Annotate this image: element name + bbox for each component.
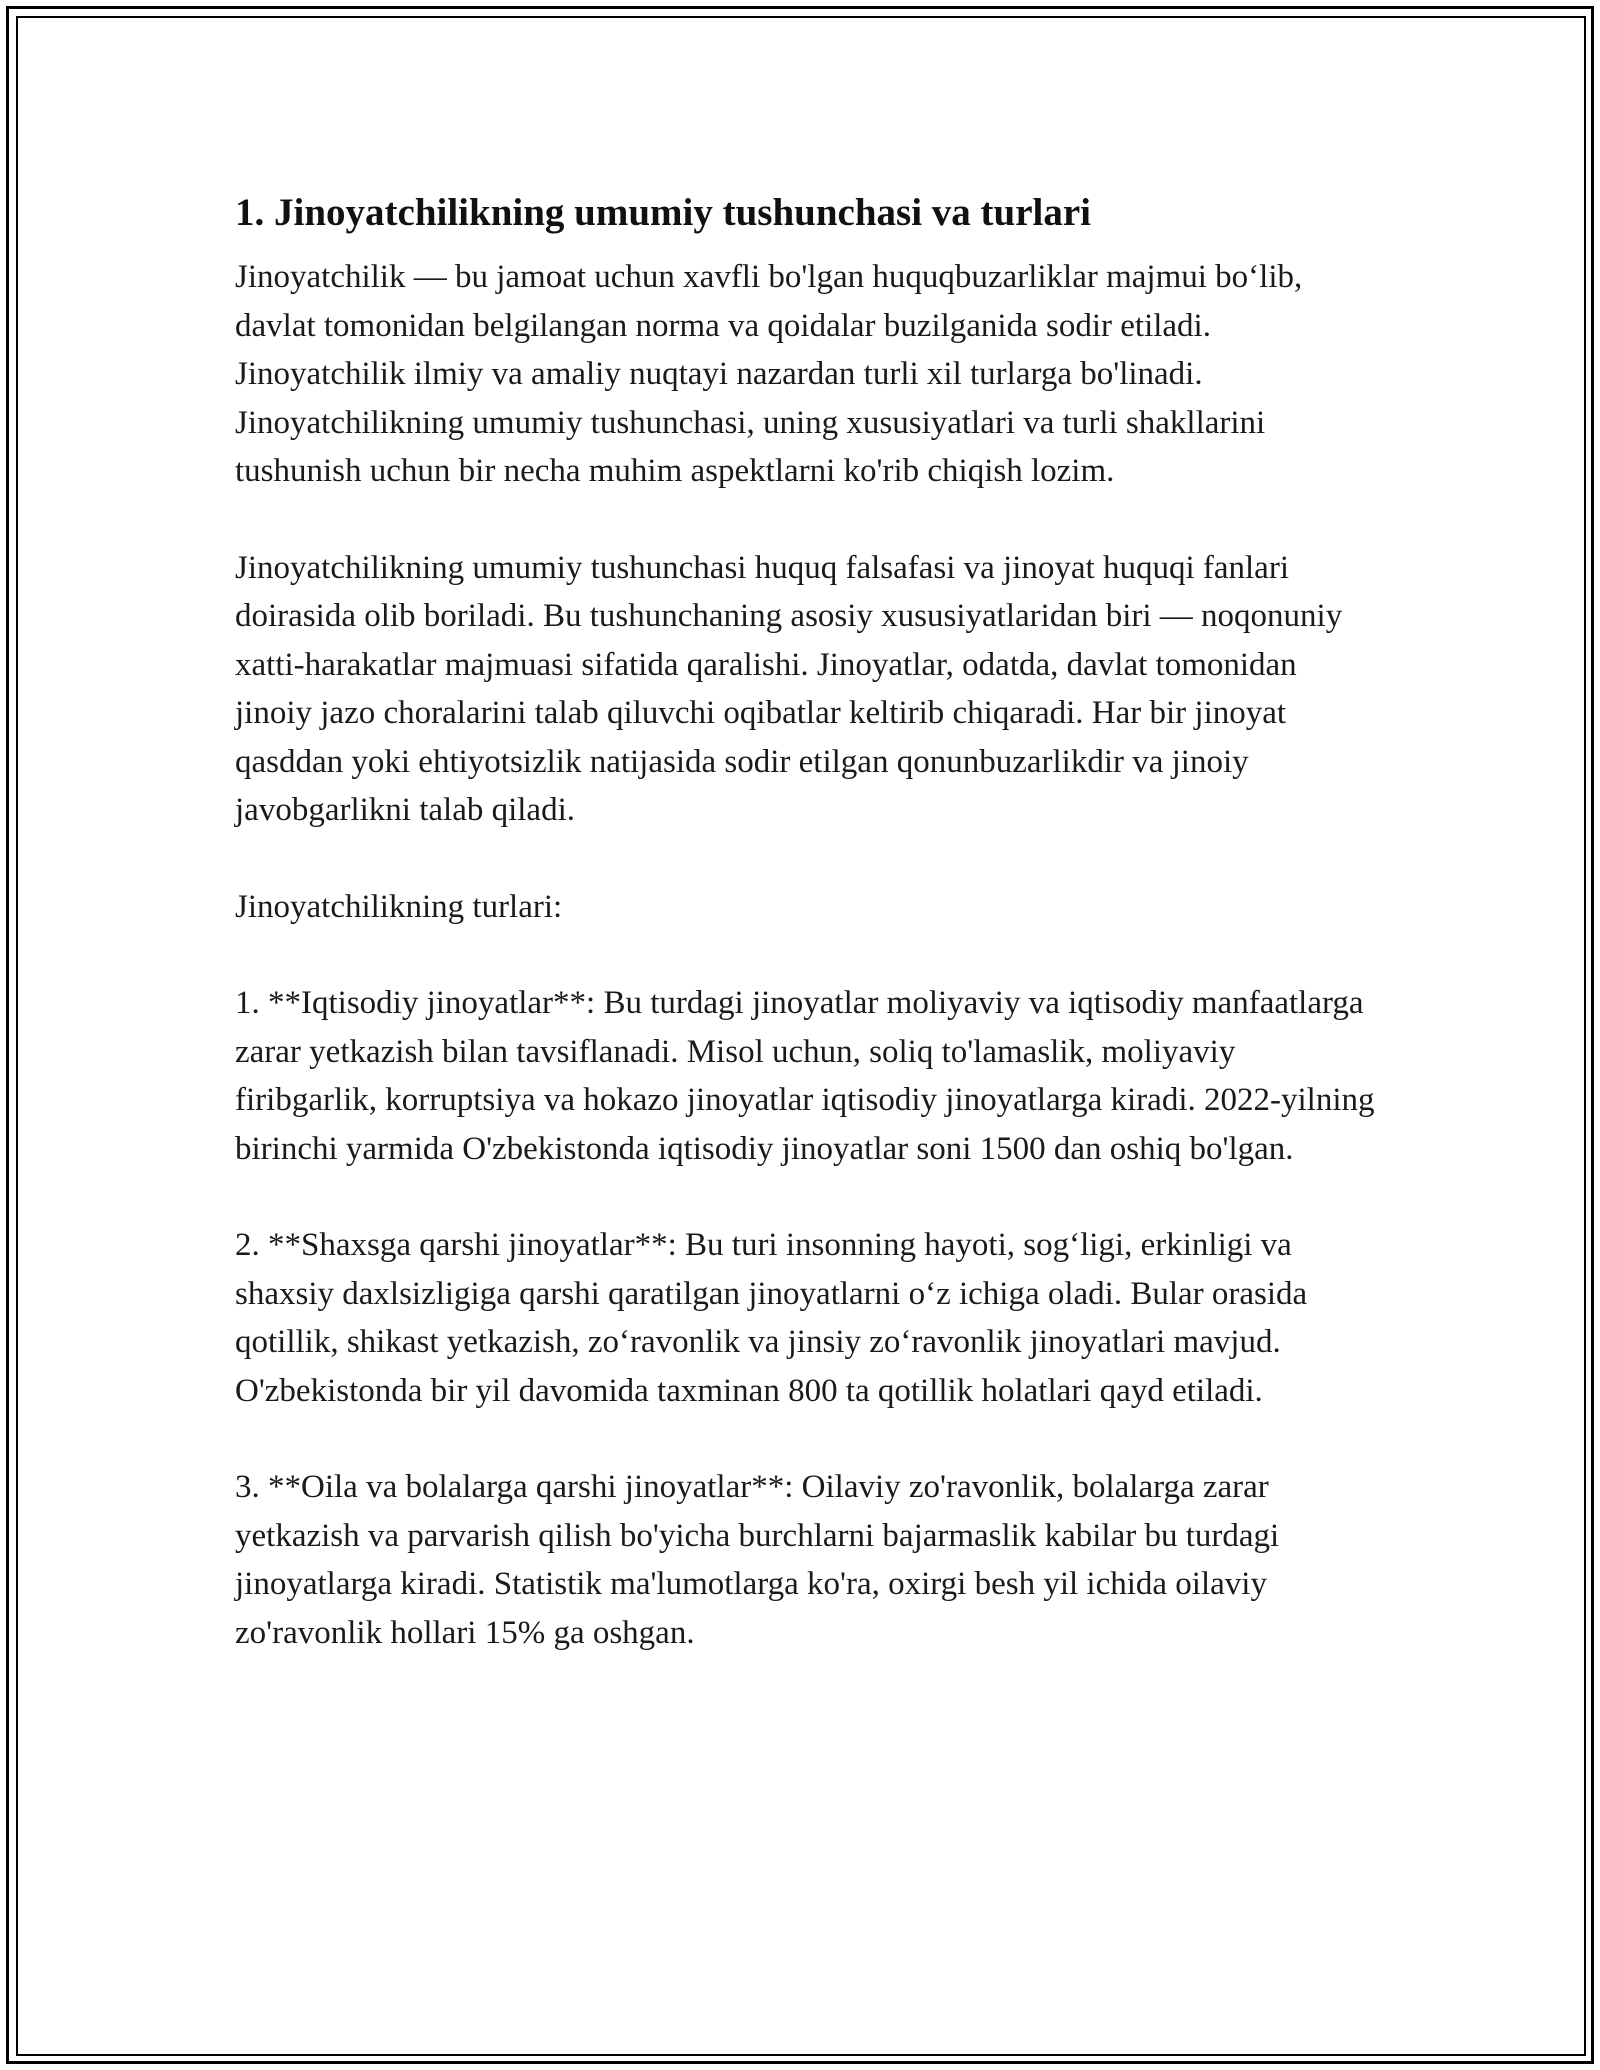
paragraph-types-intro: Jinoyatchilikning turlari: [235, 888, 563, 925]
list-item-crimes-against-person: 2. **Shaxsga qarshi jinoyatlar**: Bu turi insonning hayoti, sog‘ligi, erkinligi va shaxsiy daxlsizligiga qarshi qaratilgan jinoyatlarni o‘z ichiga oladi. Bular orasida qotillik, shikast yetkazish, zo‘ravonlik va jinsiy zo‘ravonlik jinoyatlari mavjud. O'zbekistonda bir yil davomida taxminan 800 ta qotillik holatlari qayd etiladi. [235, 1227, 1308, 1409]
document-body [235, 185, 1375, 1705]
paragraph-definition: Jinoyatchilik — bu jamoat uchun xavfli bo'lgan huquqbuzarliklar majmui bo‘lib, davlat tomonidan belgilangan norma va qoidalar buzilganida sodir etiladi. Jinoyatchilik ilmiy va amaliy nuqtayi nazardan turli xil turlarga bo'linadi. Jinoyatchilikning umumiy tushunchasi, uning xususiyatlari va turli shakllarini tushunish uchun bir necha muhim aspektlarni ko'rib chiqish lozim. [235, 259, 1303, 489]
list-item-economic-crimes: 1. **Iqtisodiy jinoyatlar**: Bu turdagi jinoyatlar moliyaviy va iqtisodiy manfaatlarga zarar yetkazish bilan tavsiflanadi. Misol uchun, soliq to'lamaslik, moliyaviy firibgarlik, korruptsiya va hokazo jinoyatlar iqtisodiy jinoyatlarga kiradi. 2022-yilning birinchi yarmida O'zbekistonda iqtisodiy jinoyatlar soni 1500 dan oshiq bo'lgan. [235, 985, 1375, 1167]
list-item-crimes-against-family: 3. **Oila va bolalarga qarshi jinoyatlar**: Oilaviy zo'ravonlik, bolalarga zarar yetkazish va parvarish qilish bo'yicha burchlarni bajarmaslik kabilar bu turdagi jinoyatlarga kiradi. Statistik ma'lumotlarga ko'ra, oxirgi besh yil ichida oilaviy zo'ravonlik hollari 15% ga oshgan. [235, 1469, 1280, 1651]
section-heading: 1. Jinoyatchilikning umumiy tushunchasi va turlari [235, 191, 1092, 234]
paragraph-general-concept: Jinoyatchilikning umumiy tushunchasi huquq falsafasi va jinoyat huquqi fanlari doirasida olib boriladi. Bu tushunchaning asosiy xususiyatlaridan biri — noqonuniy xatti-harakatlar majmuasi sifatida qaralishi. Jinoyatlar, odatda, davlat tomonidan jinoiy jazo choralarini talab qiluvchi oqibatlar keltirib chiqaradi. Har bir jinoyat qasddan yoki ehtiyotsizlik natijasida sodir etilgan qonunbuzarlikdir va jinoiy javobgarlikni talab qiladi. [235, 549, 1343, 828]
